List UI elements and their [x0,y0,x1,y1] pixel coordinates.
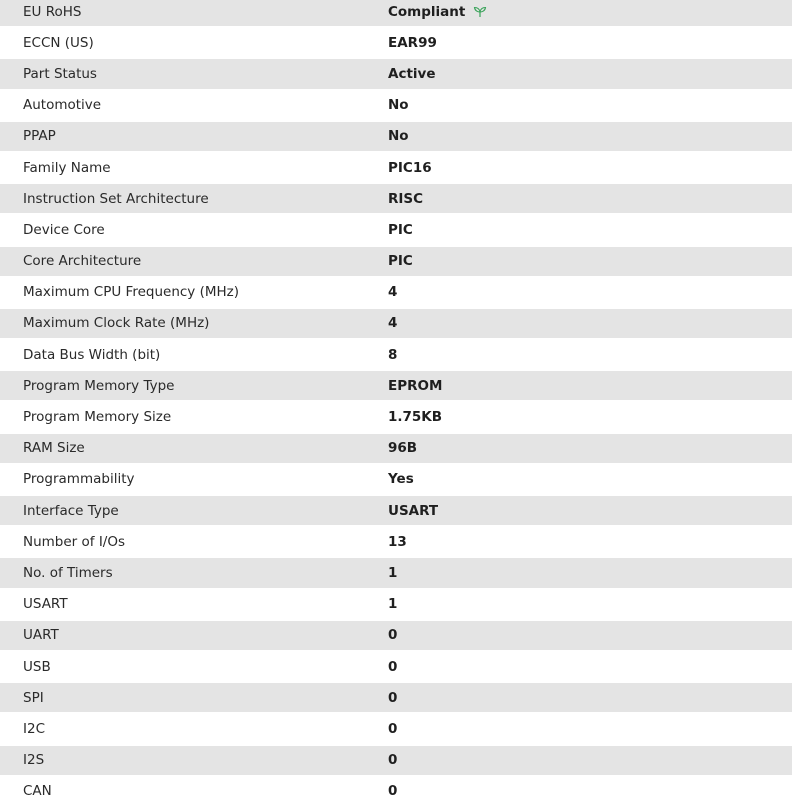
spec-row [0,650,792,681]
spec-value-text: No [388,97,409,114]
spec-label: USB [23,658,51,675]
spec-label: SPI [23,689,44,706]
spec-value-text: 1.75KB [388,409,443,426]
spec-value-text: 1 [388,596,398,613]
spec-value [388,284,397,300]
spec-label: I2C [23,720,45,737]
spec-row [0,182,792,213]
spec-value [388,347,397,363]
spec-label: USART [23,596,68,613]
spec-row [0,0,792,26]
spec-value-text: 13 [388,533,407,550]
spec-label: Interface Type [23,502,119,519]
spec-row [0,681,792,712]
spec-value-text: Yes [388,471,414,488]
spec-row [0,588,792,619]
spec-label: EU RoHS [23,3,82,20]
spec-value-text: Active [388,65,436,82]
spec-value-text: 0 [388,627,398,644]
spec-row [0,525,792,556]
spec-value-text: 96B [388,440,418,457]
spec-value [388,596,397,612]
spec-value-text: 0 [388,720,398,737]
spec-value [388,160,432,176]
spec-value [388,253,413,269]
spec-value [388,783,397,799]
spec-value-text: USART [388,502,439,519]
spec-value-text: 8 [388,346,398,363]
spec-value [388,409,442,425]
spec-label: Maximum Clock Rate (MHz) [23,315,210,332]
spec-label: ECCN (US) [23,34,94,51]
spec-label: Device Core [23,221,105,238]
spec-label: UART [23,627,59,644]
spec-value-text: Compliant [388,3,466,20]
spec-label: Program Memory Type [23,377,175,394]
spec-value-text: PIC [388,221,413,238]
spec-row [0,338,792,369]
spec-value-text: EPROM [388,377,443,394]
spec-row [0,26,792,57]
leaf-icon [473,6,487,18]
spec-row [0,556,792,587]
spec-value [388,378,442,394]
spec-row [0,57,792,88]
spec-value [388,565,397,581]
spec-label: Programmability [23,471,135,488]
spec-value [388,128,409,144]
spec-row [0,712,792,743]
spec-value-text: 0 [388,689,398,706]
spec-value [388,35,437,51]
spec-row [0,463,792,494]
spec-value [388,721,397,737]
spec-row [0,213,792,244]
spec-row [0,619,792,650]
spec-value-text: PIC16 [388,159,432,176]
spec-value-text: PIC [388,253,413,270]
spec-value [388,534,407,550]
spec-value-text: 1 [388,564,398,581]
spec-value [388,659,397,675]
spec-label: RAM Size [23,440,85,457]
spec-label: PPAP [23,128,56,145]
spec-label: CAN [23,783,52,800]
spec-value-text: EAR99 [388,34,437,51]
spec-value [388,471,414,487]
spec-value [388,690,397,706]
spec-label: Core Architecture [23,253,142,270]
spec-row [0,89,792,120]
spec-label: Part Status [23,65,97,82]
spec-label: Number of I/Os [23,533,126,550]
spec-row [0,494,792,525]
spec-value-text: 0 [388,752,398,769]
spec-row [0,744,792,775]
spec-value [388,97,409,113]
spec-label: Maximum CPU Frequency (MHz) [23,284,239,301]
spec-label: Data Bus Width (bit) [23,346,161,363]
spec-value-text: 4 [388,315,398,332]
spec-row [0,775,792,804]
spec-value-text: 0 [388,783,398,800]
spec-value-text: No [388,128,409,145]
spec-value [388,440,417,456]
spec-row [0,276,792,307]
spec-value [388,752,397,768]
spec-value [388,627,397,643]
spec-row [0,120,792,151]
spec-label: I2S [23,752,45,769]
spec-label: Family Name [23,159,111,176]
spec-row [0,400,792,431]
spec-value [388,315,397,331]
spec-row [0,432,792,463]
spec-row [0,307,792,338]
spec-row [0,151,792,182]
spec-label: No. of Timers [23,564,113,581]
spec-value-text: 4 [388,284,398,301]
spec-value-text: RISC [388,190,424,207]
spec-value-text: 0 [388,658,398,675]
spec-row [0,245,792,276]
spec-value [388,4,487,20]
spec-label: Automotive [23,97,102,114]
spec-value [388,191,423,207]
spec-label: Program Memory Size [23,409,172,426]
spec-row [0,369,792,400]
spec-label: Instruction Set Architecture [23,190,209,207]
spec-value [388,503,438,519]
spec-value [388,222,413,238]
spec-value [388,66,436,82]
